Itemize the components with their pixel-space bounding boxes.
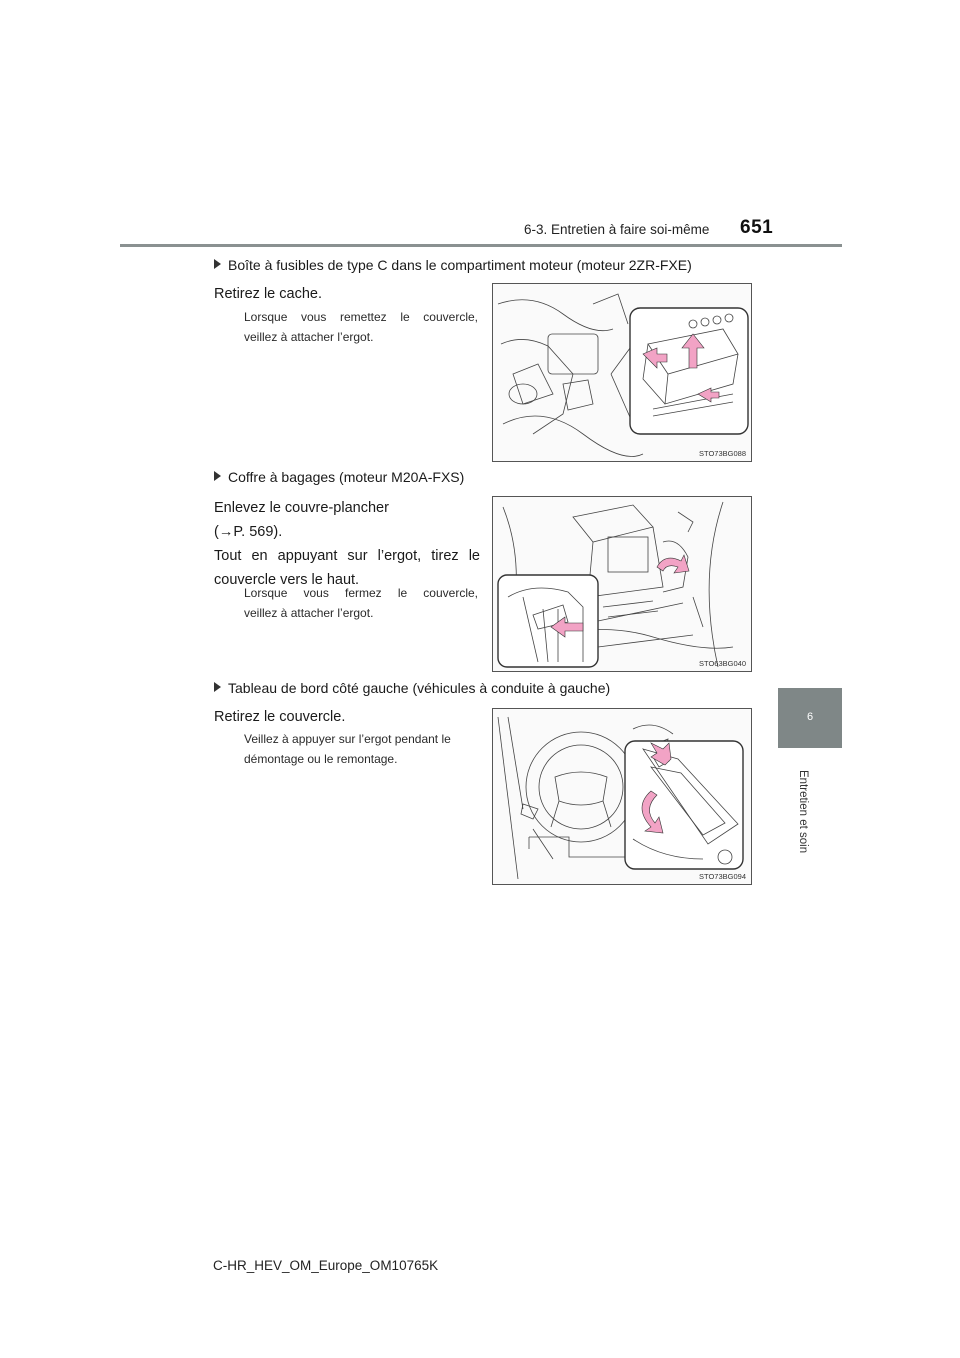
note (244, 729, 484, 769)
chapter-tab-number: 6 (806, 711, 814, 723)
instruction-line: Tout en appuyant sur l’ergot, tirez le (214, 548, 480, 564)
bullet-triangle-icon (214, 259, 221, 269)
instruction-line: (→P. 569). (214, 524, 283, 540)
header-divider (120, 244, 842, 247)
page-number: 651 (740, 217, 774, 238)
instruction-line: Retirez le couvercle. (214, 709, 346, 725)
figure-code: STO73BG094 (699, 872, 746, 881)
instruction (214, 282, 480, 306)
figure-dashboard-fuse-box (492, 708, 752, 885)
section-heading-dashboard (214, 680, 610, 696)
instruction-line: couvercle vers le haut. (214, 572, 360, 588)
bullet-triangle-icon (214, 471, 221, 481)
note (244, 583, 478, 623)
footer-document-id: C-HR_HEV_OM_Europe_OM10765K (213, 1258, 439, 1273)
section-heading-luggage (214, 469, 464, 485)
rotate-arrow-icon (657, 555, 689, 573)
figure-luggage-fuse-box (492, 496, 752, 672)
instruction-line: Retirez le cache. (214, 286, 322, 302)
section-heading-text: Boîte à fusibles de type C dans le compartiment moteur (moteur 2ZR-FXE) (228, 257, 692, 273)
header-section-title: 6-3. Entretien à faire soi-même (524, 222, 710, 237)
note-line: démontage ou le remontage. (244, 752, 398, 766)
section-heading-text: Coffre à bagages (moteur M20A-FXS) (228, 469, 465, 485)
note-line: Lorsque vous remettez le couvercle, (244, 310, 478, 324)
chapter-tab-label: Entretien et soin (797, 770, 809, 854)
figure-code: STO63BG040 (699, 659, 746, 668)
figure-engine-fuse-box (492, 283, 752, 462)
bullet-triangle-icon (214, 682, 221, 692)
note-line: Lorsque vous fermez le couvercle, (244, 586, 478, 600)
instruction (214, 496, 480, 592)
note-line: veillez à attacher l’ergot. (244, 606, 374, 620)
note-line: Veillez à appuyer sur l’ergot pendant le (244, 732, 451, 746)
section-heading-engine-fuse-box (214, 257, 692, 273)
note-line: veillez à attacher l’ergot. (244, 330, 374, 344)
instruction (214, 705, 480, 729)
instruction-line: Enlevez le couvre-plancher (214, 500, 389, 516)
figure-code: STO73BG088 (699, 449, 746, 458)
note (244, 307, 478, 347)
section-heading-text: Tableau de bord côté gauche (véhicules à conduite à gauche) (228, 680, 611, 696)
